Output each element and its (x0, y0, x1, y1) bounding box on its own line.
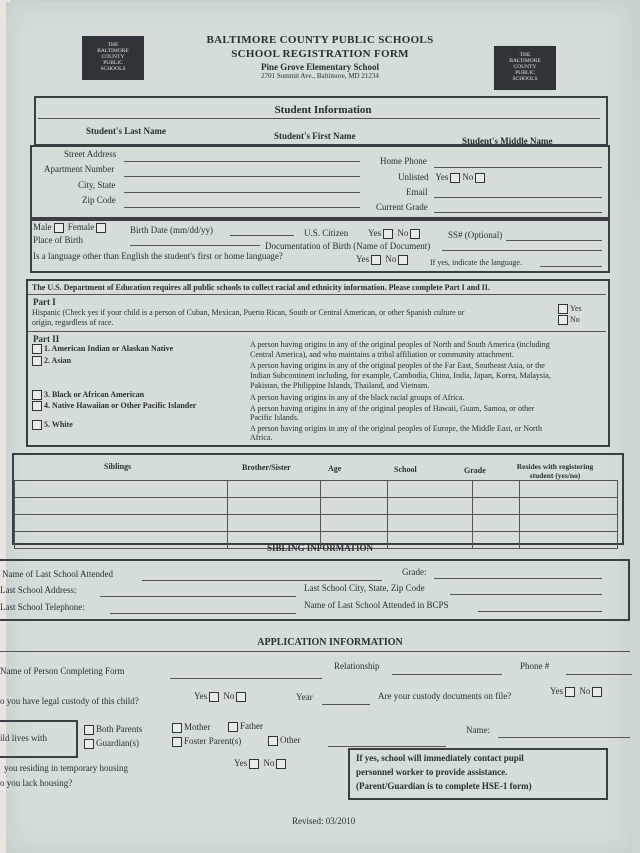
street-field[interactable] (124, 161, 360, 162)
race-1-desc-1: A person having origins in any of the original peoples of North and South America (including (250, 340, 550, 349)
both-parents-option: Both Parents (82, 724, 142, 735)
hispanic-text-1: Hispanic (Check yes if your child is a person of Cuban, Mexican, Puerto Rican, South or Central American, or other Spanish culture or (32, 308, 465, 317)
relationship-label: Relationship (334, 661, 380, 671)
father-option: Father (226, 721, 263, 732)
race-4-desc-1: A person having origins in any of the original peoples of Hawaii, Guam, Samoa, or other (250, 404, 535, 413)
last-grade-label: Grade: (402, 567, 427, 577)
foster-option: Foster Parent(s) (170, 736, 241, 747)
col-grade: Grade (464, 466, 486, 475)
apartment-field[interactable] (124, 176, 360, 177)
unlisted-no-checkbox[interactable] (475, 173, 485, 183)
school-address: 2701 Summit Ave., Baltimore, MD 21234 (261, 72, 379, 80)
home-phone-field[interactable] (434, 167, 602, 168)
citizen-options: Yes No (368, 228, 422, 239)
temp-housing-label: you residing in temporary housing (4, 763, 128, 773)
race-5-checkbox[interactable] (32, 420, 42, 430)
doc-of-birth-field[interactable] (442, 250, 602, 251)
email-field[interactable] (434, 197, 602, 198)
revised-date: Revised: 03/2010 (292, 816, 356, 826)
ssn-label: SS# (Optional) (448, 230, 503, 240)
place-of-birth-label: Place of Birth (33, 235, 83, 245)
housing-options: Yes No (234, 758, 288, 769)
application-divider (0, 651, 630, 652)
race-2-desc-2: Indian Subcontinent including, for example, Cambodia, China, India, Japan, Korea, Malaysia, (250, 371, 551, 380)
lack-housing-label: o you lack housing? (0, 778, 73, 788)
grade-field[interactable] (434, 212, 602, 213)
phone-label: Phone # (520, 661, 550, 671)
custody-yes-checkbox[interactable] (209, 692, 219, 702)
lives-with-label: ild lives with (0, 733, 47, 743)
relationship-field[interactable] (392, 674, 502, 675)
notice-line-1: If yes, school will immediately contact pupil (356, 753, 524, 763)
other-field[interactable] (328, 746, 446, 747)
home-phone-label: Home Phone (380, 156, 427, 166)
col-age: Age (328, 464, 342, 473)
docs-yes-checkbox[interactable] (565, 687, 575, 697)
school-name: Pine Grove Elementary School (260, 62, 380, 72)
male-checkbox[interactable] (54, 223, 64, 233)
other-checkbox[interactable] (268, 736, 278, 746)
form-title: SCHOOL REGISTRATION FORM (231, 48, 409, 60)
language-no-checkbox[interactable] (398, 255, 408, 265)
sibling-info-title: SIBLING INFORMATION (266, 543, 374, 553)
year-field[interactable] (322, 704, 370, 705)
table-row (15, 515, 618, 532)
housing-no-checkbox[interactable] (276, 759, 286, 769)
hispanic-text-2: origin, regardless of race. (32, 318, 114, 327)
grade-label: Current Grade (376, 202, 428, 212)
custody-options: Yes No (194, 691, 248, 702)
race-2-desc-3: Pakistan, the Philippine Islands, Thailand, and Vietnam. (250, 381, 430, 390)
other-option: Other (266, 735, 301, 746)
race-1-checkbox[interactable] (32, 344, 42, 354)
unlisted-yes-checkbox[interactable] (450, 173, 460, 183)
citizen-yes-checkbox[interactable] (383, 229, 393, 239)
city-label: City, State (78, 180, 116, 190)
docs-no-checkbox[interactable] (592, 687, 602, 697)
last-city-label: Last School City, State, Zip Code (304, 583, 425, 593)
table-row (15, 498, 618, 515)
female-checkbox[interactable] (96, 223, 106, 233)
hispanic-no: No (556, 315, 580, 325)
apartment-label: Apartment Number (44, 164, 115, 174)
ethnicity-intro: The U.S. Department of Education requires all public schools to collect racial and ethnicity information. Please complete Part I and II. (32, 283, 490, 292)
birth-date-label: Birth Date (mm/dd/yy) (130, 225, 213, 235)
custody-docs-label: Are your custody documents on file? (378, 691, 512, 701)
custody-question: o you have legal custody of this child? (0, 696, 139, 706)
zip-label: Zip Code (82, 195, 116, 205)
race-2-desc-1: A person having origins in any of the original peoples of the Far East, Southeast Asia, or the (250, 361, 545, 370)
race-4-checkbox[interactable] (32, 401, 42, 411)
city-field[interactable] (124, 192, 360, 193)
father-checkbox[interactable] (228, 722, 238, 732)
last-school-field[interactable] (142, 580, 382, 581)
application-info-title: APPLICATION INFORMATION (257, 637, 403, 648)
col-siblings: Siblings (104, 462, 132, 471)
hispanic-yes: Yes (556, 304, 582, 314)
ethnicity-divider (28, 294, 606, 295)
siblings-table (14, 480, 618, 549)
race-american-indian: 1. American Indian or Alaskan Native (30, 344, 173, 354)
name-line[interactable] (38, 118, 600, 119)
mother-checkbox[interactable] (172, 723, 182, 733)
guardians-checkbox[interactable] (84, 739, 94, 749)
col-brother-sister: Brother/Sister (242, 463, 291, 472)
place-of-birth-field[interactable] (130, 245, 260, 246)
bcps-logo-left: THE BALTIMORE COUNTY PUBLIC SCHOOLS (82, 36, 144, 80)
race-5-desc-1: A person having origins in any of the original peoples of Europe, the Middle East, or North (250, 424, 542, 433)
street-label: Street Address (64, 149, 117, 159)
last-phone-field[interactable] (110, 613, 296, 614)
first-name-label: Student's First Name (274, 131, 356, 141)
person-completing-field[interactable] (170, 678, 322, 679)
language-question: Is a language other than English the student's first or home language? (33, 251, 283, 261)
part2-label: Part II (33, 334, 60, 344)
last-bcps-field[interactable] (478, 611, 602, 612)
race-4-desc-2: Pacific Islands. (250, 413, 299, 422)
race-black: 3. Black or African American (30, 390, 144, 400)
unlisted-label: Unlisted Yes No (398, 172, 487, 183)
last-school-label: Name of Last School Attended (2, 569, 113, 579)
gender-options: Male Female (33, 222, 108, 233)
last-bcps-label: Name of Last School Attended in BCPS (304, 600, 449, 610)
phone-field[interactable] (566, 674, 632, 675)
mother-option: Mother (170, 722, 211, 733)
last-grade-field[interactable] (434, 578, 602, 579)
housing-yes-checkbox[interactable] (249, 759, 259, 769)
doc-of-birth-label: Documentation of Birth (Name of Document) (265, 241, 431, 251)
col-resides: Resides with registering student (yes/no) (516, 462, 594, 480)
district-title: BALTIMORE COUNTY PUBLIC SCHOOLS (206, 34, 434, 46)
race-1-desc-2: Central America), and who maintains a tribal affiliation or community attachment. (250, 350, 514, 359)
custody-no-checkbox[interactable] (236, 692, 246, 702)
student-info-title: Student Information (274, 104, 372, 116)
language-if-label: If yes, indicate the language. (430, 258, 522, 267)
language-field[interactable] (540, 266, 602, 267)
year-label: Year (296, 692, 313, 702)
guardians-option: Guardian(s) (82, 738, 139, 749)
birth-date-field[interactable] (230, 235, 294, 236)
last-phone-label: Last School Telephone: (0, 602, 85, 612)
notice-line-3: (Parent/Guardian is to complete HSE-1 form) (356, 781, 532, 791)
part-divider (28, 331, 606, 332)
race-3-checkbox[interactable] (32, 390, 42, 400)
hispanic-yes-checkbox[interactable] (558, 304, 568, 314)
race-asian: 2. Asian (30, 356, 71, 366)
us-citizen-label: U.S. Citizen (304, 228, 349, 238)
race-5-desc-2: Africa. (250, 433, 273, 442)
person-completing-label: Name of Person Completing Form (0, 666, 125, 676)
name-label: Name: (466, 725, 490, 735)
bcps-logo-right: THE BALTIMORE COUNTY PUBLIC SCHOOLS (494, 46, 556, 90)
notice-line-2: personnel worker to provide assistance. (356, 767, 508, 777)
zip-field[interactable] (124, 207, 360, 208)
last-address-field[interactable] (100, 596, 296, 597)
language-yes-checkbox[interactable] (371, 255, 381, 265)
race-2-checkbox[interactable] (32, 356, 42, 366)
col-school: School (394, 465, 417, 474)
language-options: Yes No (356, 254, 410, 265)
race-hawaiian: 4. Native Hawaiian or Other Pacific Islander (30, 401, 196, 411)
citizen-no-checkbox[interactable] (410, 229, 420, 239)
ssn-field[interactable] (506, 240, 602, 241)
race-3-desc-1: A person having origins in any of the black racial groups of Africa. (250, 393, 465, 402)
email-label: Email (406, 187, 428, 197)
middle-name-label: Student's Middle Name (462, 136, 553, 146)
table-row (15, 481, 618, 498)
name-field[interactable] (498, 737, 630, 738)
last-name-label: Student's Last Name (86, 126, 167, 136)
foster-checkbox[interactable] (172, 737, 182, 747)
hispanic-no-checkbox[interactable] (558, 315, 568, 325)
last-city-field[interactable] (450, 594, 602, 595)
both-parents-checkbox[interactable] (84, 725, 94, 735)
last-address-label: Last School Address: (0, 585, 77, 595)
race-white: 5. White (30, 420, 73, 430)
custody-docs-options: Yes No (550, 686, 604, 697)
part1-label: Part I (33, 297, 56, 307)
